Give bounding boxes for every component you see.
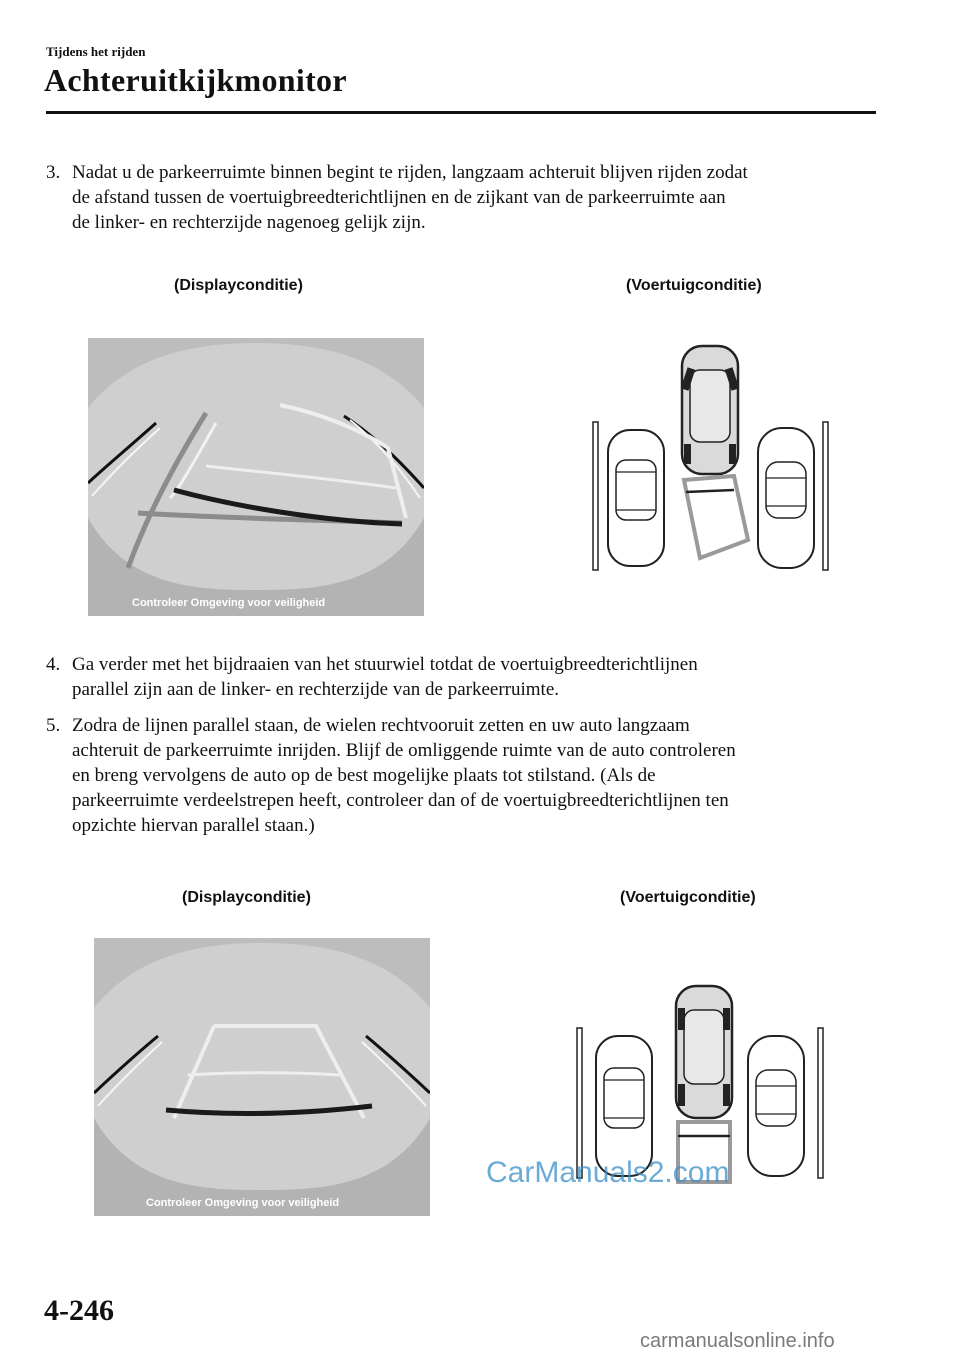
step-text-line: Ga verder met het bijdraaien van het stuurwiel totdat de voertuigbreedterichtlijnen: [72, 654, 698, 675]
step-text-line: achteruit de parkeerruimte inrijden. Blijf de omliggende ruimte van de auto controleren: [72, 740, 736, 761]
step-number: 3.: [46, 162, 61, 183]
step-text-line: de linker- en rechterzijde nagenoeg gelijk zijn.: [72, 212, 426, 233]
page-number: 4-246: [44, 1294, 114, 1327]
vehicle-condition-caption: (Voertuigconditie): [620, 889, 756, 906]
step-text-line: en breng vervolgens de auto op de best mogelijke plaats tot stilstand. (Als de: [72, 765, 656, 786]
step-text-line: de afstand tussen de voertuigbreedterichtlijnen en de zijkant van de parkeerruimte aan: [72, 187, 726, 208]
vehicle-condition-caption: (Voertuigconditie): [626, 277, 762, 294]
watermark-footer: carmanualsonline.info: [640, 1330, 835, 1352]
display-condition-caption: (Displayconditie): [182, 889, 311, 906]
display-warning-text: Controleer Omgeving voor veiligheid: [146, 1197, 340, 1209]
vehicle-figure-2: [572, 984, 834, 1184]
display-figure-1: [88, 338, 424, 616]
display-condition-caption: (Displayconditie): [174, 277, 303, 294]
parked-car-left: [596, 1036, 652, 1176]
step-text-line: Nadat u de parkeerruimte binnen begint te rijden, langzaam achteruit blijven rijden zodat: [72, 162, 748, 183]
reversing-car: [676, 986, 732, 1118]
step-text-line: opzichte hiervan parallel staan.): [72, 815, 315, 836]
guide-projection: [684, 476, 748, 558]
step-number: 4.: [46, 654, 61, 675]
parked-car-right: [748, 1036, 804, 1176]
step-text-line: parallel zijn aan de linker- en rechterzijde van de parkeerruimte.: [72, 679, 560, 700]
parking-line-right: [818, 1028, 823, 1178]
watermark-overlay: CarManuals2.com: [486, 1156, 730, 1189]
reversing-car: [681, 346, 739, 474]
parking-line-right: [823, 422, 828, 570]
step-3: [46, 160, 886, 235]
step-4: [46, 652, 886, 702]
section-label: Tijdens het rijden: [46, 44, 146, 59]
step-text-line: Zodra de lijnen parallel staan, de wielen rechtvooruit zetten en uw auto langzaam: [72, 715, 690, 736]
display-figure-2: [94, 938, 430, 1216]
title-divider: [46, 111, 876, 114]
display-warning-text: Controleer Omgeving voor veiligheid: [132, 597, 326, 609]
parked-car-left: [608, 430, 664, 566]
vehicle-figure-1: [588, 340, 838, 572]
step-number: 5.: [46, 715, 61, 736]
parking-line-left: [593, 422, 598, 570]
page-title: Achteruitkijkmonitor: [44, 62, 347, 98]
parked-car-right: [758, 428, 814, 568]
step-text-line: parkeerruimte verdeelstrepen heeft, controleer dan of de voertuigbreedterichtlijnen ten: [72, 790, 729, 811]
step-5: [46, 713, 886, 838]
